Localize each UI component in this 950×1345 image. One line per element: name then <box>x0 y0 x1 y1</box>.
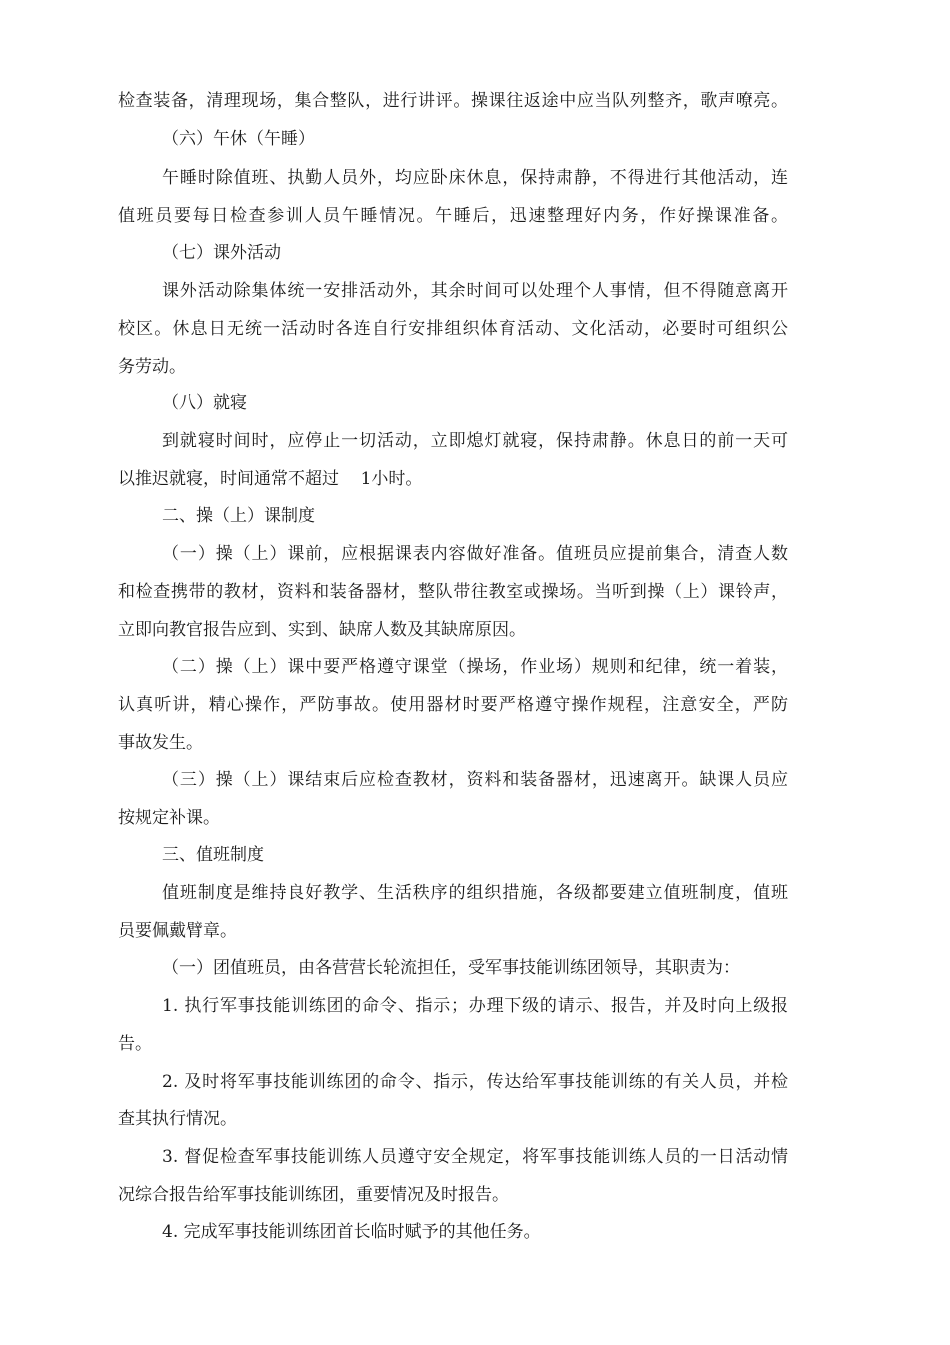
text-line: 按规定补课。 <box>118 808 220 828</box>
section-heading: （八）就寝 <box>162 393 247 413</box>
list-item: 1. 执行军事技能训练团的命令、指示；办理下级的请示、报告，并及时向上级报 <box>162 996 788 1016</box>
text-line: 务劳动。 <box>118 357 186 377</box>
text-line: （二）操（上）课中要严格遵守课堂（操场，作业场）规则和纪律，统一着装， <box>162 657 788 677</box>
text-line: 值班员要每日检查参训人员午睡情况。午睡后，迅速整理好内务，作好操课准备。 <box>118 206 788 226</box>
list-item: 2. 及时将军事技能训练团的命令、指示，传达给军事技能训练的有关人员，并检 <box>162 1072 788 1092</box>
text-line: 课外活动除集体统一安排活动外，其余时间可以处理个人事情，但不得随意离开 <box>162 281 788 301</box>
text-line: 认真听讲，精心操作，严防事故。使用器材时要严格遵守操作规程，注意安全，严防 <box>118 695 788 715</box>
section-heading: 二、操（上）课制度 <box>162 506 315 526</box>
text-line: 员要佩戴臂章。 <box>118 921 237 941</box>
text-line: 事故发生。 <box>118 733 203 753</box>
text-line: 告。 <box>118 1034 152 1054</box>
text-line: 到就寝时间时，应停止一切活动，立即熄灯就寝，保持肃静。休息日的前一天可 <box>162 431 788 451</box>
text-line: 值班制度是维持良好教学、生活秩序的组织措施，各级都要建立值班制度，值班 <box>162 883 788 903</box>
section-heading: 三、值班制度 <box>162 845 264 865</box>
text-line: 检查装备，清理现场，集合整队，进行讲评。操课往返途中应当队列整齐，歌声嘹亮。 <box>118 91 788 111</box>
section-heading: （六）午休（午睡） <box>162 129 315 149</box>
text-line: 查其执行情况。 <box>118 1109 237 1129</box>
text-line: 况综合报告给军事技能训练团，重要情况及时报告。 <box>118 1185 509 1205</box>
text-line: （一）团值班员，由各营营长轮流担任，受军事技能训练团领导，其职责为： <box>162 958 740 978</box>
text-line: （一）操（上）课前，应根据课表内容做好准备。值班员应提前集合，清查人数 <box>162 544 788 564</box>
text-line: 午睡时除值班、执勤人员外，均应卧床休息，保持肃静，不得进行其他活动，连 <box>162 168 788 188</box>
list-item: 3. 督促检查军事技能训练人员遵守安全规定，将军事技能训练人员的一日活动情 <box>162 1147 788 1167</box>
list-item: 4. 完成军事技能训练团首长临时赋予的其他任务。 <box>162 1222 541 1242</box>
text-line: 和检查携带的教材，资料和装备器材，整队带往教室或操场。当听到操（上）课铃声， <box>118 582 788 602</box>
text-line: 以推迟就寝，时间通常不超过 1小时。 <box>118 469 423 489</box>
text-line: 校区。休息日无统一活动时各连自行安排组织体育活动、文化活动，必要时可组织公 <box>118 319 788 339</box>
text-line: 立即向教官报告应到、实到、缺席人数及其缺席原因。 <box>118 620 526 640</box>
text-line: （三）操（上）课结束后应检查教材，资料和装备器材，迅速离开。缺课人员应 <box>162 770 788 790</box>
section-heading: （七）课外活动 <box>162 243 281 263</box>
